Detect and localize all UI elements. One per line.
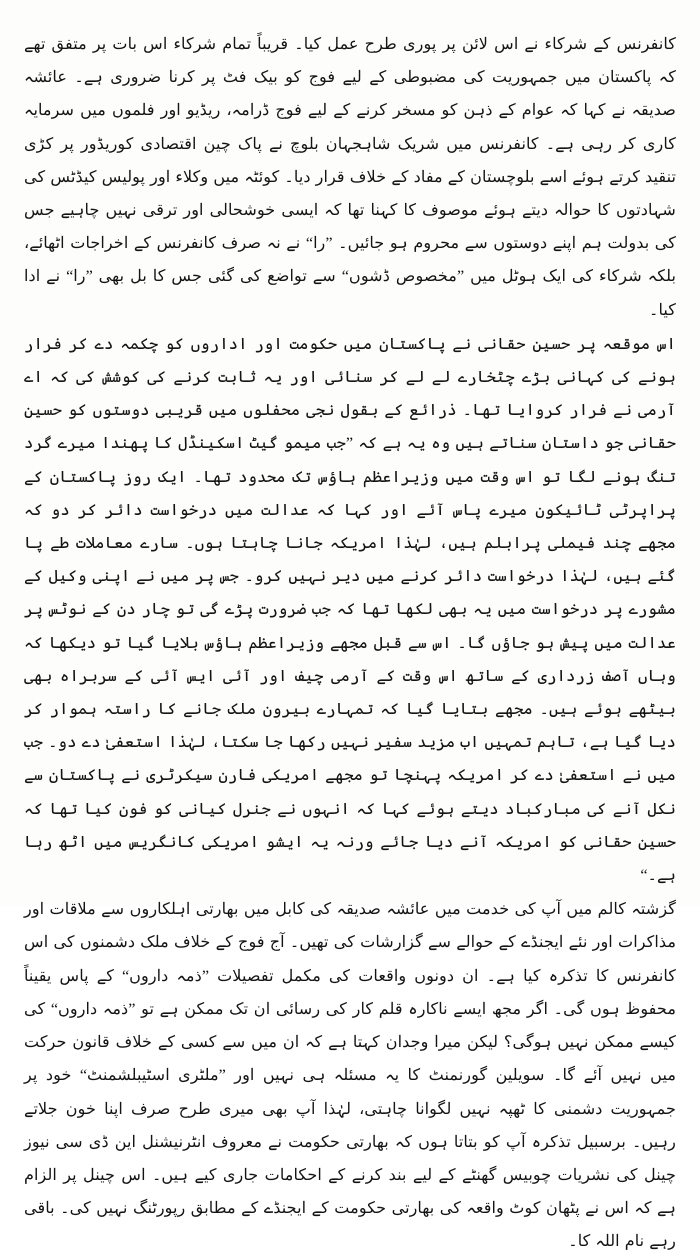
- paragraph-2: اس موقعہ پر حسین حقانی نے پاکستان میں حکومت اور اداروں کو چکمہ دے کر فرار ہونے کی کہانی بڑے چٹخارے لے لے کر سنائی اور یہ ثابت کرنے کی کوشش کی کہ اے آرمی نے فرار کروایا تھا۔ ذرائع کے بقول نجی محفلوں میں قریبی دوستوں کو حسین حقانی جو داستان سناتے ہیں وہ یہ ہے کہ ”جب میمو گیٹ اسکینڈل کا پھندا میرے گرد تنگ ہونے لگا تو اس وقت میں وزیراعظم ہاؤس تک محدود تھا۔ ایک روز پاکستان کے پراپرٹی ٹائیکون میرے پاس آئے اور کہا کہ عدالت میں درخواست دائر کر دو کہ مجھے چند فیملی پرابلم ہیں، لہٰذا امریکہ جانا چاہتا ہوں۔ سارے معاملات طے پا گئے ہیں، لہٰذا درخواست دائر کرنے میں دیر نہیں کرو۔ جس پر میں نے اپنی وکیل کے مشورے پر درخواست میں یہ بھی لکھا تھا کہ جب ضرورت پڑے گی تو چار دن کے نوٹس پر عدالت میں پیش ہو جاؤں گا۔ اس سے قبل مجھے وزیراعظم ہاؤس بلایا گیا تو دیکھا کہ وہاں آصف زرداری کے ساتھ اس وقت کے آرمی چیف اور آئی ایس آئی کے سربراہ بھی بیٹھے ہوئے ہیں۔ مجھے بتایا گیا کہ تمہارے بیرون ملک جانے کا راستہ ہموار کر دیا گیا ہے، تاہم تمہیں اب مزید سفیر نہیں رکھا جا سکتا، لہٰذا استعفیٰ دے دو۔ جب میں نے استعفیٰ دے کر امریکہ پہنچا تو مجھے امریکی فارن سیکرٹری نے پاکستان سے نکل آنے کی مبارکباد دیتے ہوئے کہا کہ انہوں نے جنرل کیانی کو فون کیا تھا کہ حسین حقانی کو امریکہ آنے دیا جائے ورنہ یہ ایشو امریکی کانگریس میں اٹھ رہا ہے۔“: [24, 334, 676, 885]
- paragraph-1: کانفرنس کے شرکاء نے اس لائن پر پوری طرح عمل کیا۔ قریباً تمام شرکاء اس بات پر متفق تھے کہ پاکستان میں جمہوریت کی مضبوطی کے لیے فوج کو بیک فٹ پر کرنا ضروری ہے۔ عائشہ صدیقہ نے کہا کہ عوام کے ذہن کو مسخر کرنے کے لیے فوج ڈرامہ، ریڈیو اور فلموں میں سرمایہ کاری کر رہی ہے۔ کانفرنس میں شریک شاہجہان بلوچ نے پاک چین اقتصادی کوریڈور پر کڑی تنقید کرتے ہوئے اسے بلوچستان کے مفاد کے خلاف قرار دیا۔ کوئٹہ میں وکلاء اور پولیس کیڈٹس کی شہادتوں کا حوالہ دیتے ہوئے موصوف کا کہنا تھا کہ ایسی خوشحالی اور ترقی نہیں چاہیے جس کی بدولت ہم اپنے دوستوں سے محروم ہو جائیں۔ ”را“ نے نہ صرف کانفرنس کے اخراجات اٹھائے، بلکہ شرکاء کی ایک ہوٹل میں ”مخصوص ڈشوں“ سے تواضع کی گئی جس کا بل بھی ”را“ نے ادا کیا۔: [24, 35, 676, 319]
- paragraph-3: گزشتہ کالم میں آپ کی خدمت میں عائشہ صدیقہ کی کابل میں بھارتی اہلکاروں سے ملاقات اور مذاکرات اور نئے ایجنڈے کے حوالے سے گزارشات کی تھیں۔ آج فوج کے خلاف ملک دشمنوں کی اس کانفرنس کا تذکرہ کیا ہے۔ ان دونوں واقعات کی مکمل تفصیلات ”ذمہ داروں“ کے پاس یقیناً محفوظ ہوں گی۔ اگر مجھ ایسے ناکارہ قلم کار کی رسائی ان تک ممکن ہے تو ”ذمہ داروں“ کی کیسے ممکن نہیں ہوگی؟ لیکن میرا وجدان کہتا ہے کہ ان میں سے کسی کے خلاف قانون حرکت میں نہیں آئے گا۔ سویلین گورنمنٹ کا یہ مسئلہ ہی نہیں اور ”ملٹری اسٹیبلشمنٹ“ خود پر جمہوریت دشمنی کا ٹھپہ نہیں لگوانا چاہتی، لہٰذا آپ بھی میری طرح صرف اپنا خون جلاتے رہیں۔ برسبیل تذکرہ آپ کو بتاتا ہوں کہ بھارتی حکومت نے معروف انٹرنیشنل این ڈی سی نیوز چینل کی نشریات چوبیس گھنٹے کے لیے بند کرنے کے احکامات جاری کیے ہیں۔ اس چینل پر الزام ہے کہ اس نے پٹھان کوٹ واقعہ کی بھارتی حکومت کے ایجنڈے کے مطابق رپورٹنگ نہیں کی۔ باقی رہے نام اللہ کا۔: [24, 900, 676, 1251]
- article-body: [24, 28, 676, 1259]
